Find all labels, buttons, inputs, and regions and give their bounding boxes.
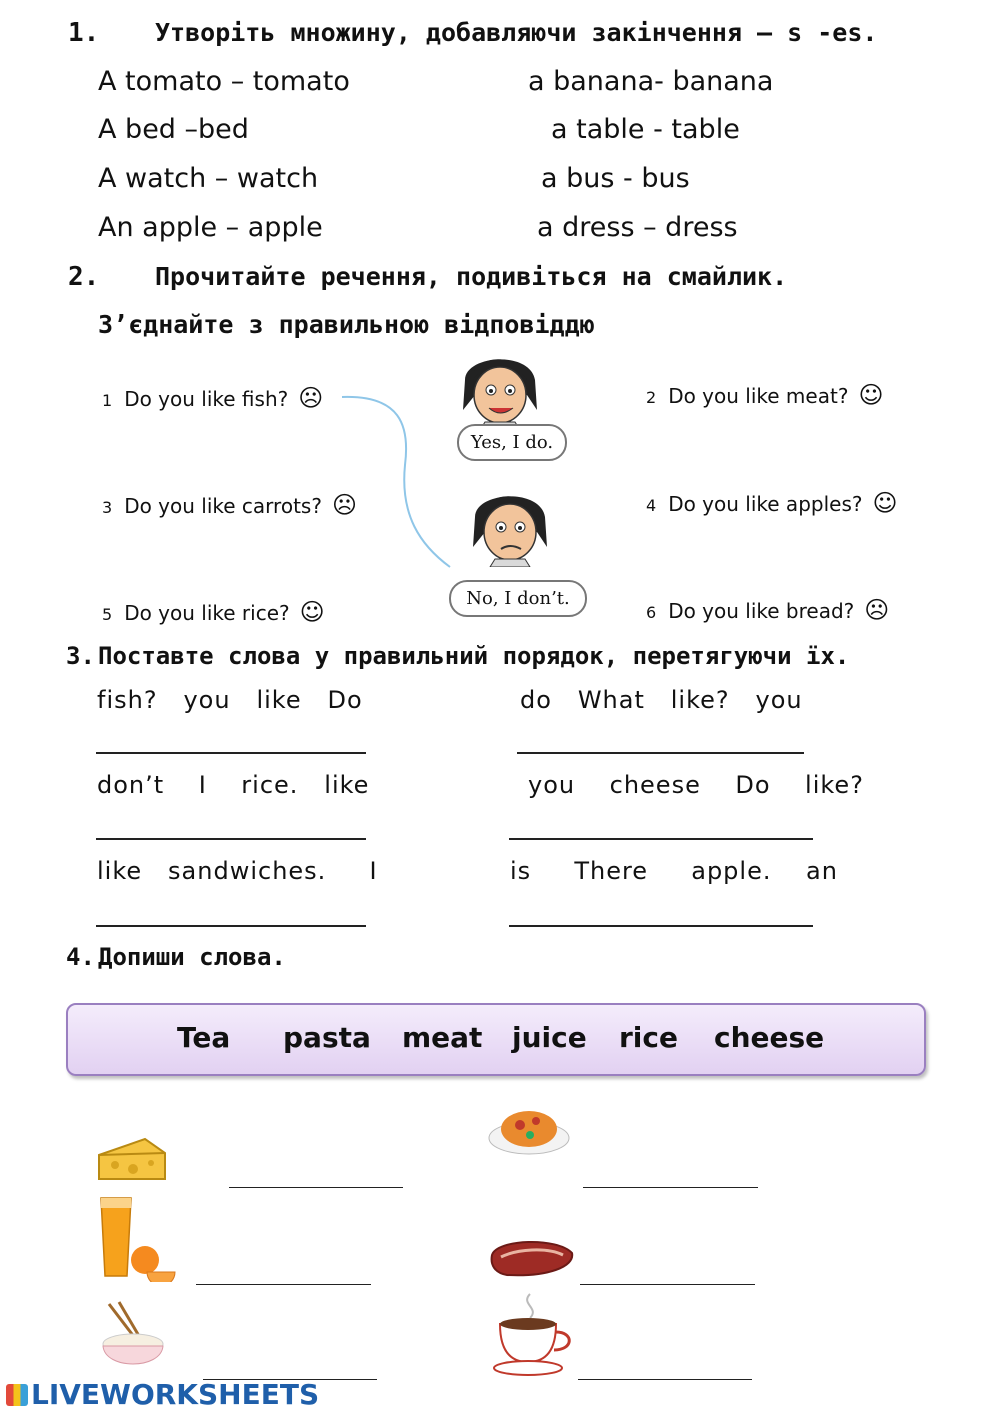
meat-picture [487,1235,577,1280]
section1-title: Утворіть множину, добавляючи закінчення – s -es. [155,18,878,47]
draggable-word[interactable]: I [369,857,378,885]
draggable-word[interactable]: is [510,857,532,885]
question-text: Do you like meat? [668,384,849,408]
answer-drop-line[interactable] [96,752,366,754]
boy-happy-picture [455,350,545,430]
section4-number: 4. [66,943,95,971]
question-6[interactable] [646,596,889,624]
draggable-word[interactable]: you [755,686,803,714]
answer-input-cheese[interactable] [229,1187,403,1188]
happy-face-icon: ☺ [858,381,884,409]
question-number: 1 [102,391,113,410]
draggable-word[interactable]: What [577,686,645,714]
question-number: 5 [102,605,113,624]
sad-face-icon: ☹ [298,384,324,412]
answer-drop-line[interactable] [509,838,813,840]
section2-subtitle: З’єднайте з правильною відповіддю [98,310,595,339]
draggable-word[interactable]: you [528,771,576,799]
scrambled-sentence-6 [510,857,838,885]
juice-picture [95,1192,180,1282]
answer-input-tea[interactable] [578,1379,752,1380]
scrambled-sentence-1 [97,686,363,714]
section2-number: 2. [68,262,100,292]
plural-item: An apple – apple [98,212,323,243]
question-number: 6 [646,603,657,622]
draggable-word[interactable]: don’t [97,771,165,799]
plural-item: a dress – dress [537,212,738,243]
scrambled-sentence-2 [520,686,803,714]
draggable-word[interactable]: There [574,857,649,885]
scrambled-sentence-4 [528,771,864,799]
section4-title: Допиши слова. [98,943,286,971]
draggable-word[interactable]: do [520,686,552,714]
plural-item: a banana- banana [528,66,774,97]
draggable-word[interactable]: sandwiches. [168,857,327,885]
word-bank-item: meat [402,1021,483,1054]
word-bank-item: Tea [177,1021,231,1054]
answer-drop-line[interactable] [96,838,366,840]
draggable-word[interactable]: fish? [97,686,158,714]
draggable-word[interactable]: you [183,686,231,714]
question-number: 3 [102,498,113,517]
answer-bubble-yes[interactable]: Yes, I do. [457,424,567,461]
word-bank-item: cheese [714,1021,825,1054]
question-number: 4 [646,496,657,515]
pasta-picture [484,1093,574,1163]
answer-drop-line[interactable] [96,925,366,927]
draggable-word[interactable]: Do [735,771,771,799]
plural-item: A watch – watch [98,163,319,194]
section1-number: 1. [68,18,100,48]
question-text: Do you like apples? [668,492,863,516]
boy-sad-picture [465,487,555,567]
question-text: Do you like fish? [124,387,289,411]
answer-drop-line[interactable] [509,925,813,927]
answer-input-meat[interactable] [580,1284,755,1285]
scrambled-sentence-5 [97,857,378,885]
word-bank-item: rice [619,1021,678,1054]
question-2[interactable] [646,381,883,409]
match-line [330,385,460,575]
question-3[interactable] [102,491,357,519]
question-text: Do you like carrots? [124,494,322,518]
question-5[interactable] [102,598,325,626]
answer-bubble-no[interactable]: No, I don’t. [449,580,587,617]
happy-face-icon: ☺ [872,489,898,517]
question-number: 2 [646,388,657,407]
plural-item: a bus - bus [541,163,690,194]
answer-input-pasta[interactable] [583,1187,758,1188]
happy-face-icon: ☺ [299,598,325,626]
sad-face-icon: ☹ [331,491,357,519]
section3-title: Поставте слова у правильний порядок, перетягуючи їх. [98,642,850,670]
plural-item: A bed –bed [98,114,249,145]
draggable-word[interactable]: cheese [609,771,701,799]
question-4[interactable] [646,489,898,517]
draggable-word[interactable]: like [256,686,302,714]
sad-face-icon: ☹ [864,596,890,624]
draggable-word[interactable]: Do [327,686,363,714]
cheese-picture [95,1135,170,1185]
plural-item: a table - table [551,114,740,145]
tea-picture [490,1290,580,1380]
word-bank-item: juice [512,1021,587,1054]
word-bank-item: pasta [283,1021,371,1054]
draggable-word[interactable]: I [198,771,207,799]
draggable-word[interactable]: like? [805,771,864,799]
answer-drop-line[interactable] [517,752,804,754]
section3-number: 3. [66,642,95,670]
draggable-word[interactable]: an [806,857,838,885]
draggable-word[interactable]: rice. [241,771,299,799]
scrambled-sentence-3 [97,771,369,799]
draggable-word[interactable]: like? [670,686,730,714]
question-text: Do you like rice? [124,601,290,625]
liveworksheets-logo: LIVEWORKSHEETS [6,1378,319,1411]
word-bank [66,1003,926,1076]
section2-title: Прочитайте речення, подивіться на смайлик. [155,262,788,291]
draggable-word[interactable]: apple. [691,857,772,885]
rice-picture [95,1300,170,1380]
question-text: Do you like bread? [668,599,855,623]
plural-item: A tomato – tomato [98,66,350,97]
draggable-word[interactable]: like [324,771,370,799]
answer-input-juice[interactable] [196,1284,371,1285]
logo-badge-icon [6,1384,28,1406]
draggable-word[interactable]: like [97,857,143,885]
question-1[interactable] [102,384,323,412]
